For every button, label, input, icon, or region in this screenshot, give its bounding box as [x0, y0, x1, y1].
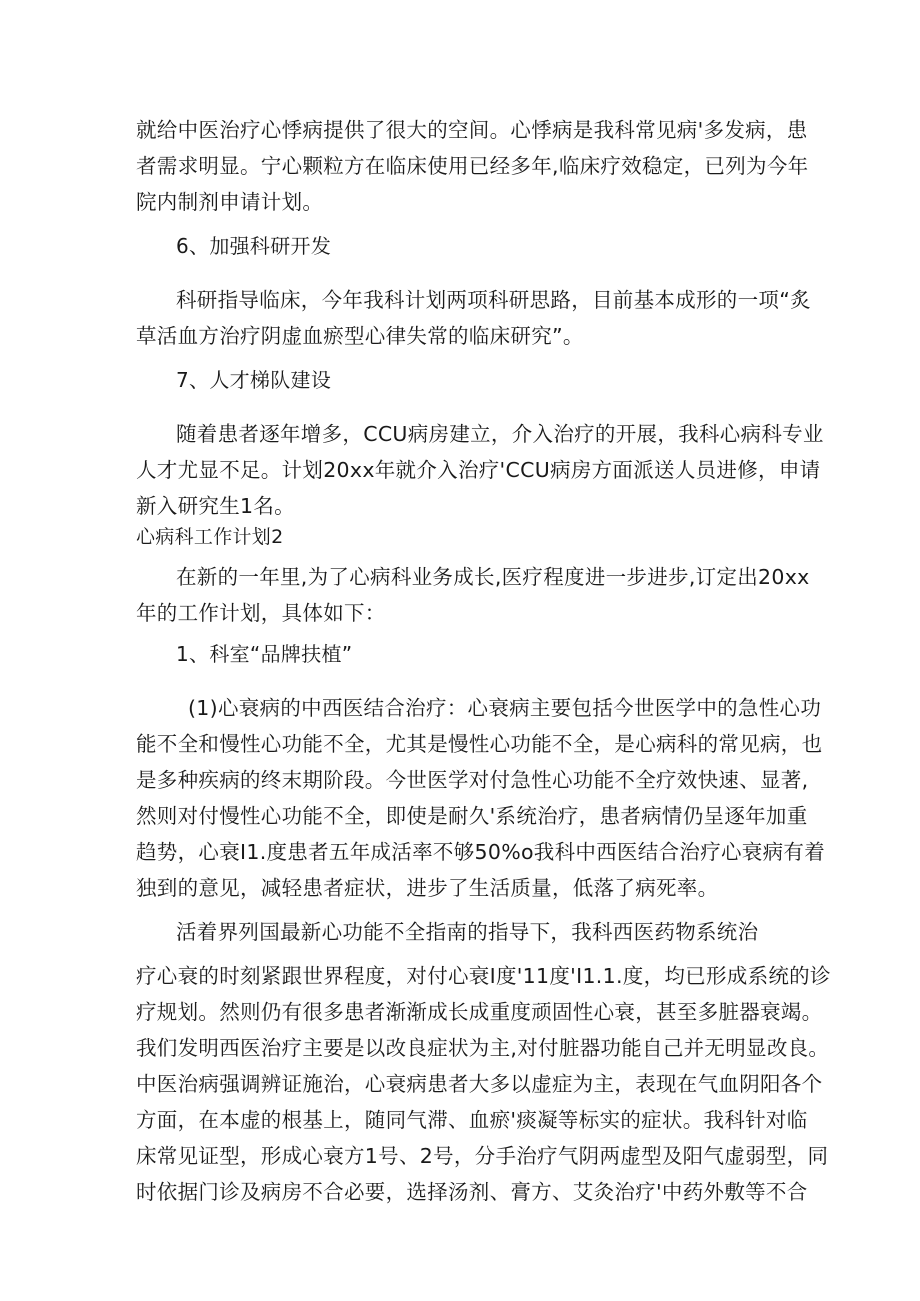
paragraph-line: 疗心衰的时刻紧跟世界程度，对付心衰I度'11度'I1.1.度，均已形成系统的诊	[136, 964, 831, 988]
paragraph-line: 我们发明西医治疗主要是以改良症状为主,对付脏器功能自己并无明显改良。	[136, 1036, 830, 1060]
paragraph-line: 人才尤显不足。计划20xx年就介入治疗'CCU病房方面派送人员进修，申请	[136, 458, 821, 482]
paragraph-line: 是多种疾病的终末期阶段。今世医学对付急性心功能不全疗效快速、显著,	[136, 768, 809, 792]
paragraph-line: 就给中医治疗心悸病提供了很大的空间。心悸病是我科常见病'多发病，患	[136, 118, 808, 142]
paragraph-line: 年的工作计划，具体如下：	[136, 601, 386, 625]
paragraph-line: 随着患者逐年增多，CCU病房建立，介入治疗的开展，我科心病科专业	[176, 422, 824, 446]
paragraph-line: 在新的一年里,为了心病科业务成长,医疗程度进一步进步,订定出20xx	[176, 565, 810, 589]
section-heading: 1、科室“品牌扶植”	[176, 642, 353, 666]
paragraph-line: 能不全和慢性心功能不全，尤其是慢性心功能不全，是心病科的常见病，也	[136, 732, 823, 756]
paragraph-line: 新入研究生1名。	[136, 494, 295, 518]
document-subtitle: 心病科工作计划2	[136, 526, 284, 548]
paragraph-line: 草活血方治疗阴虚血瘀型心律失常的临床研究”。	[136, 324, 584, 348]
paragraph-line: 疗规划。然则仍有很多患者渐渐成长成重度顽固性心衰，甚至多脏器衰竭。	[136, 1000, 823, 1024]
section-heading: 6、加强科研开发	[176, 234, 332, 258]
paragraph-line: 活着界列国最新心功能不全指南的指导下，我科西医药物系统治	[176, 920, 759, 944]
paragraph-line: 中医治病强调辨证施治，心衰病患者大多以虚症为主，表现在气血阴阳各个	[136, 1072, 823, 1096]
section-heading: 7、人才梯队建设	[176, 368, 332, 392]
paragraph-line: 然则对付慢性心功能不全，即使是耐久'系统治疗，患者病情仍呈逐年加重	[136, 804, 808, 828]
paragraph-line: 科研指导临床，今年我科计划两项科研思路，目前基本成形的一项“炙	[176, 288, 811, 312]
paragraph-line: 独到的意见，减轻患者症状，进步了生活质量，低落了病死率。	[136, 876, 719, 900]
paragraph-line: 院内制剂申请计划。	[136, 190, 324, 214]
paragraph-line: 时依据门诊及病房不合必要，选择汤剂、膏方、艾灸治疗'中药外敷等不合	[136, 1180, 808, 1204]
paragraph-line: 床常见证型，形成心衰方1号、2号，分手治疗气阴两虚型及阳气虚弱型，同	[136, 1144, 829, 1168]
paragraph-line: 者需求明显。宁心颗粒方在临床使用已经多年,临床疗效稳定，已列为今年	[136, 154, 809, 178]
paragraph-line: (1)心衰病的中西医结合治疗：心衰病主要包括今世医学中的急性心功	[188, 696, 822, 720]
paragraph-line: 趋势，心衰I1.度患者五年成活率不够50%o我科中西医结合治疗心衰病有着	[136, 840, 826, 864]
paragraph-line: 方面，在本虚的根基上，随同气滞、血瘀'痰凝等标实的症状。我科针对临	[136, 1108, 808, 1132]
